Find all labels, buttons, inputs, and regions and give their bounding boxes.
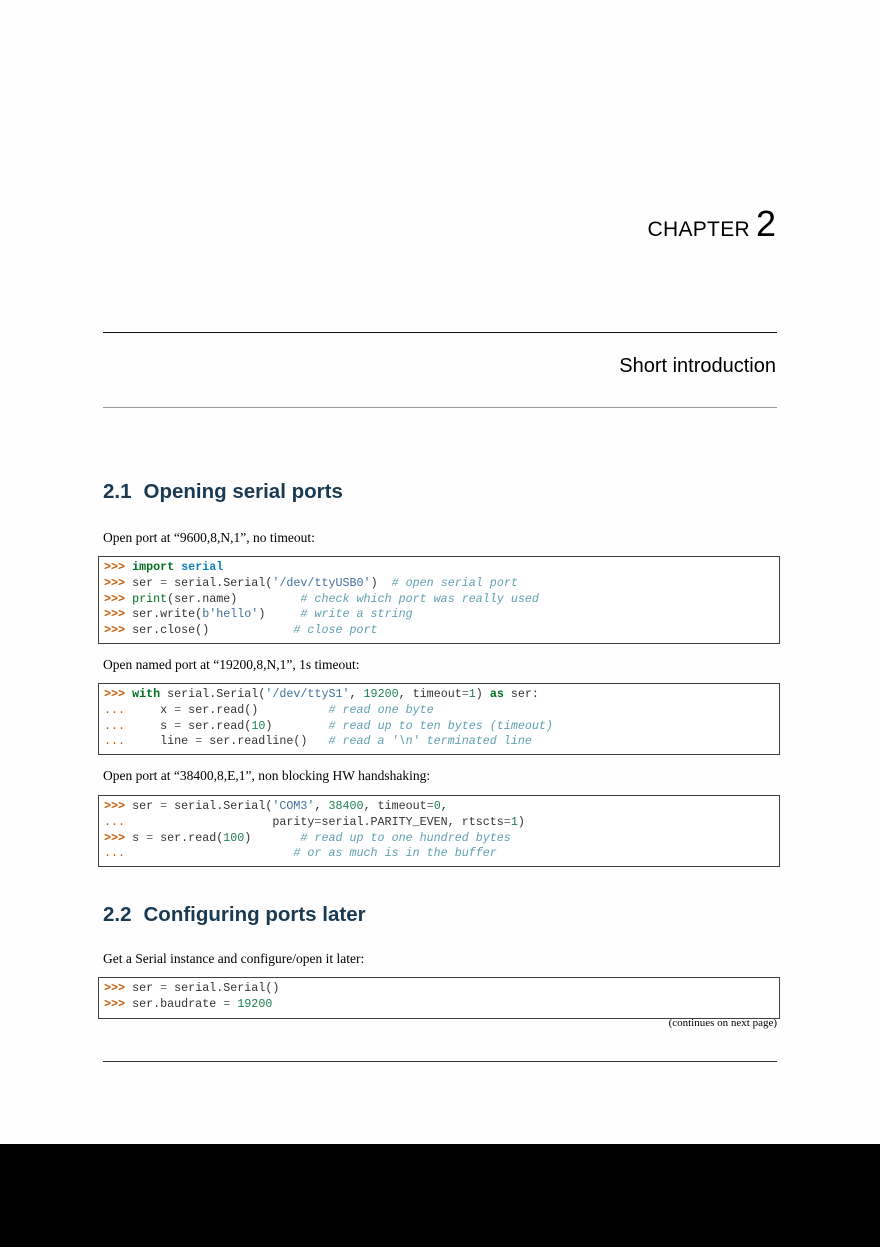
- code-token-txt: serial.PARITY_EVEN, rtscts: [321, 814, 504, 829]
- code-token-txt: serial.Serial(: [160, 687, 266, 701]
- code-token-cont: ...: [104, 718, 133, 733]
- code-token-prompt: >>>: [104, 591, 133, 606]
- code-token-prompt: >>>: [104, 607, 133, 622]
- code-line: [104, 719, 779, 735]
- code-token-str: b'hello': [202, 607, 259, 622]
- code-token-txt: ): [258, 607, 301, 622]
- code-token-op: =: [146, 830, 154, 845]
- code-token-num: 10: [251, 718, 266, 733]
- code-token-txt: ,: [314, 799, 329, 813]
- code-token-prompt: >>>: [104, 830, 133, 845]
- code-token-cont: ...: [104, 814, 133, 829]
- section-number: 2.2: [103, 903, 132, 926]
- code-token-txt: serial.Serial(: [167, 799, 273, 813]
- code-token-kw: as: [489, 687, 504, 701]
- chapter-rule-top: [103, 332, 777, 333]
- code-token-op: =: [426, 799, 434, 813]
- code-token-op: =: [503, 814, 511, 829]
- code-line: [104, 831, 779, 847]
- code-token-num: 1: [510, 814, 518, 829]
- code-token-txt: ser: [132, 575, 161, 590]
- code-block[interactable]: [98, 977, 780, 1019]
- code-token-txt: ser.write(: [132, 607, 203, 622]
- code-token-op: =: [174, 702, 182, 717]
- code-token-op: =: [160, 575, 168, 590]
- code-token-kw: import: [132, 560, 175, 574]
- code-token-txt: ,: [440, 799, 448, 813]
- code-token-prompt: >>>: [104, 575, 133, 590]
- code-token-com: # read up to one hundred bytes: [300, 830, 511, 845]
- code-token-txt: [132, 846, 293, 860]
- continues-note: (continues on next page): [668, 1017, 777, 1029]
- code-token-txt: parity: [132, 814, 315, 829]
- code-token-txt: (ser.name): [167, 591, 301, 606]
- code-token-txt: ): [517, 814, 525, 829]
- code-line: [104, 592, 779, 608]
- code-token-prompt: >>>: [104, 981, 133, 995]
- section-number: 2.1: [103, 480, 132, 503]
- code-line: [104, 846, 779, 862]
- code-token-txt: x: [132, 702, 175, 717]
- chapter-word: CHAPTER: [647, 218, 750, 241]
- example-caption: Open named port at “19200,8,N,1”, 1s timeout:: [103, 657, 360, 672]
- code-token-str: '/dev/ttyUSB0': [272, 575, 371, 590]
- code-block[interactable]: [98, 683, 780, 755]
- example-caption: Get a Serial instance and configure/open it later:: [103, 951, 365, 966]
- code-token-txt: ): [475, 687, 490, 701]
- section-title: Configuring ports later: [143, 903, 366, 926]
- code-line: [104, 576, 779, 592]
- section-title: Opening serial ports: [143, 480, 343, 503]
- code-token-com: # write a string: [300, 607, 413, 622]
- code-token-prompt: >>>: [104, 799, 133, 813]
- code-line: [104, 981, 779, 997]
- code-token-txt: , timeout: [363, 799, 427, 813]
- section-heading-2-2: [103, 903, 366, 927]
- code-token-op: =: [160, 981, 168, 995]
- code-line: [104, 997, 779, 1013]
- code-token-num: 0: [433, 799, 441, 813]
- code-token-cont: ...: [104, 734, 133, 749]
- code-token-op: =: [461, 687, 469, 701]
- code-line: [104, 734, 779, 750]
- code-line: [104, 560, 779, 576]
- code-token-op: =: [195, 734, 203, 749]
- code-token-txt: ser.baudrate: [132, 996, 224, 1011]
- code-token-num: 1: [468, 687, 476, 701]
- code-token-prompt: >>>: [104, 687, 133, 701]
- code-token-kw: with: [132, 687, 161, 701]
- code-token-txt: serial.Serial(: [167, 575, 273, 590]
- code-token-com: # close port: [293, 623, 378, 638]
- code-token-txt: , timeout: [398, 687, 462, 701]
- code-token-num: 38400: [328, 799, 364, 813]
- code-token-prompt: >>>: [104, 560, 133, 574]
- code-token-txt: ser:: [503, 687, 539, 701]
- code-token-com: # read up to ten bytes (timeout): [328, 718, 553, 733]
- code-token-str: 'COM3': [272, 799, 315, 813]
- code-token-num: 100: [223, 830, 245, 845]
- code-token-txt: line: [132, 734, 196, 749]
- code-token-num: 19200: [363, 687, 399, 701]
- code-token-op: =: [314, 814, 322, 829]
- code-token-txt: ser.read(): [181, 702, 329, 717]
- code-token-txt: ser: [132, 799, 161, 813]
- code-line: [104, 607, 779, 623]
- section-heading-2-1: [103, 480, 343, 504]
- code-block[interactable]: [98, 795, 780, 867]
- code-token-txt: s: [132, 718, 175, 733]
- code-token-prompt: >>>: [104, 996, 133, 1011]
- code-token-cont: ...: [104, 846, 133, 861]
- code-token-txt: ser.close(): [132, 623, 294, 638]
- code-token-builtin: print: [132, 591, 168, 606]
- code-line: [104, 623, 779, 639]
- code-token-txt: ser.read(: [181, 718, 252, 733]
- chapter-label: [647, 203, 776, 244]
- code-line: [104, 687, 779, 703]
- code-token-prompt: >>>: [104, 623, 133, 638]
- code-token-txt: ser: [132, 981, 161, 995]
- chapter-number: 2: [755, 203, 776, 244]
- chapter-title: Short introduction: [619, 355, 776, 377]
- code-token-txt: ser.read(: [153, 830, 224, 845]
- chapter-rule-bottom: [103, 407, 777, 408]
- code-token-com: # open serial port: [391, 575, 518, 590]
- code-line: [104, 815, 779, 831]
- code-token-com: # read one byte: [328, 702, 434, 717]
- code-line: [104, 703, 779, 719]
- code-token-num: 19200: [237, 996, 273, 1011]
- code-token-com: # check which port was really used: [300, 591, 539, 606]
- code-token-str: '/dev/ttyS1': [265, 687, 350, 701]
- bottom-black-band: [0, 1144, 880, 1247]
- code-token-op: =: [160, 799, 168, 813]
- code-line: [104, 799, 779, 815]
- code-token-com: # read a '\n' terminated line: [328, 734, 532, 749]
- code-token-txt: ): [265, 718, 329, 733]
- example-caption: Open port at “9600,8,N,1”, no timeout:: [103, 530, 315, 545]
- example-caption: Open port at “38400,8,E,1”, non blocking HW handshaking:: [103, 768, 431, 783]
- footer-rule: [103, 1061, 777, 1062]
- code-token-com: # or as much is in the buffer: [293, 846, 497, 861]
- code-block[interactable]: [98, 556, 780, 644]
- code-token-cont: ...: [104, 702, 133, 717]
- code-token-op: =: [174, 718, 182, 733]
- code-token-ns: serial: [181, 560, 224, 574]
- code-token-op: =: [223, 996, 231, 1011]
- code-token-txt: ): [244, 830, 301, 845]
- code-token-txt: serial.Serial(): [167, 981, 280, 995]
- code-token-txt: ,: [349, 687, 364, 701]
- code-token-txt: ): [370, 575, 392, 590]
- code-token-txt: ser.readline(): [202, 734, 329, 749]
- code-token-txt: s: [132, 830, 147, 845]
